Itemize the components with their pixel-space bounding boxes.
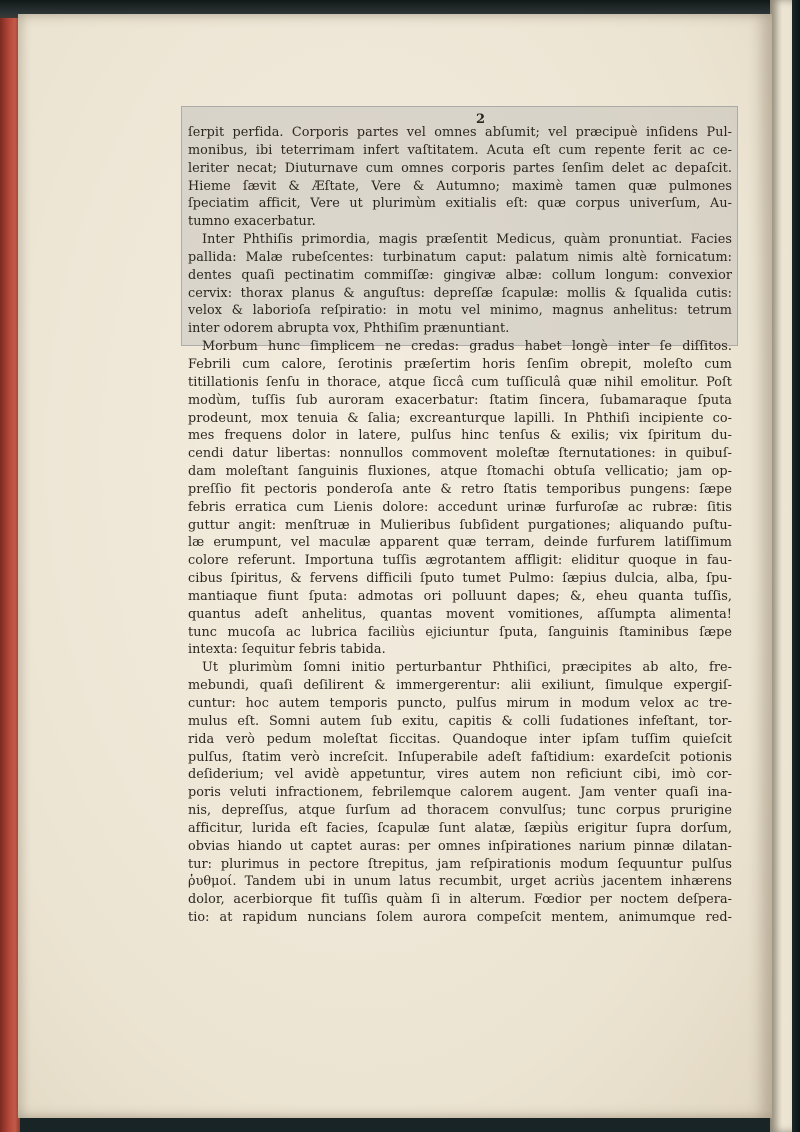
text-line: preſſio fit pectoris ponderoſa ante & retro ſtatis temporibus pungens: ſæpe	[188, 481, 732, 497]
text-line: ſerpit perfida. Corporis partes vel omnes abſumit; vel præcipuè inſidens Pul-	[188, 125, 732, 140]
text-line: pallida: Malæ rubeſcentes: turbinatum caput: palatum nimis altè fornicatum:	[188, 249, 732, 265]
book-spine-edge	[0, 18, 20, 1132]
text-line: cendi datur libertas: nonnullos commovent moleſtæ ſternutationes: in quibuſ-	[188, 446, 732, 462]
text-line: quantus adeſt anhelitus, quantas movent vomitiones, aſſumpta alimenta!	[188, 606, 732, 622]
text-line: cuntur: hoc autem temporis puncto, pulſus mirum in modum velox ac tre-	[188, 696, 732, 711]
text-line: mulus eſt. Somni autem ſub exitu, capitis & colli ſudationes infeſtant, tor-	[188, 713, 732, 729]
text-line: tio: at rapidum nuncians ſolem aurora compeſcit mentem, animumque red-	[188, 910, 732, 926]
text-line: inter odorem abrupta vox, Phthiſim prænuntiant.	[188, 321, 510, 337]
text-line: mantiaque fiunt ſputa: admotas ori polluunt dapes; &, eheu quanta tuſſis,	[188, 588, 732, 604]
text-line: tur: plurimus in pectore ſtrepitus, jam reſpirationis modum ſequuntur pulſus	[188, 856, 732, 872]
text-line: velox & laborioſa reſpiratio: in motu vel minimo, magnus anhelitus: tetrum	[188, 303, 732, 319]
text-line: deſiderium; vel avidè appetuntur, vires autem non reficiunt cibi, imò cor-	[188, 767, 732, 783]
text-line: ſpeciatim afficit, Vere ut plurimùm exitialis eſt: quæ corpus univerſum, Au-	[188, 196, 732, 212]
text-line: leriter necat; Diuturnave cum omnes corporis partes ſenſim delet ac depaſcit.	[188, 160, 732, 176]
text-line: Febrili cum calore, ſerotinis præſertim horis ſenſim obrepit, moleſto cum	[188, 356, 732, 372]
text-line: ῥυθμοί. Tandem ubi in unum latus recumbit, urget acriùs jacentem inhærens	[188, 874, 732, 890]
text-line: modùm, tuſſis ſub auroram exacerbatur: ſtatim ſincera, ſubamaraque ſputa	[188, 392, 732, 408]
text-line: mes frequens dolor in latere, pulſus hinc tenſus & exilis; vix ſpiritum du-	[188, 428, 732, 444]
facing-page-edge	[770, 0, 800, 1132]
scan-background-strip	[792, 0, 800, 1132]
text-line: pulſus, ſtatim verò increſcit. Inſuperabile adeſt faſtidium: exardeſcit potionis	[188, 749, 732, 765]
text-line: febris erratica cum Lienis dolore: accedunt urinæ furfuroſæ ac rubræ: ſitis	[188, 499, 732, 515]
page-number: 2	[476, 112, 486, 127]
text-line: obvias hiando ut captet auras: per omnes inſpirationes narium pinnæ dilatan-	[188, 838, 732, 854]
text-line: cervix: thorax planus & anguſtus: depreſſæ ſcapulæ: mollis & ſqualida cutis:	[188, 285, 732, 301]
text-line: monibus, ibi teterrimam infert vaſtitatem. Acuta eſt cum repente ferit ac ce-	[188, 142, 732, 158]
text-line: Ut plurimùm ſomni initio perturbantur Phthiſici, præcipites ab alto, fre-	[202, 660, 732, 676]
text-line: intexta: ſequitur febris tabida.	[188, 642, 386, 658]
body-text	[188, 124, 732, 927]
text-line: Hieme ſævit & Æſtate, Vere & Autumno; maximè tamen quæ pulmones	[188, 178, 732, 194]
text-line: tumno exacerbatur.	[188, 214, 316, 230]
text-line: guttur angit: menſtruæ in Mulieribus ſubſident purgationes; aliquando puſtu-	[188, 517, 732, 533]
text-line: læ erumpunt, vel maculæ apparent quæ terram, deinde furfurem latiſſimum	[188, 535, 732, 551]
text-line: poris veluti infractionem, febrilemque calorem augent. Jam venter quaſi ina-	[188, 785, 732, 801]
text-line: titillationis ſenſu in thorace, atque ſiccâ cum tuſſiculâ quæ nihil emolitur. Poſt	[188, 374, 732, 390]
text-line: mebundi, quaſi deſilirent & immergerentur: alii exiliunt, ſimulque expergiſ-	[188, 678, 732, 694]
text-line: nis, depreſſus, atque ſurſum ad thoracem convulſus; tunc corpus prurigine	[188, 803, 732, 819]
text-line: dolor, acerbiorque fit tuſſis quàm ſi in alterum. Fœdior per noctem deſpera-	[188, 892, 732, 908]
text-line: Morbum hunc ſimplicem ne credas: gradus habet longè inter ſe diſſitos.	[202, 339, 732, 355]
text-line: tunc mucoſa ac lubrica faciliùs ejiciuntur ſputa, ſanguinis ſtaminibus ſæpe	[188, 624, 732, 640]
text-line: colore referunt. Importuna tuſſis ægrotantem affligit: eliditur quoque in fau-	[188, 553, 732, 569]
text-line: Inter Phthiſis primordia, magis præſentit Medicus, quàm pronuntiat. Facies	[202, 232, 732, 248]
text-line: rida verò pedum moleſtat ſiccitas. Quandoque inter ipſam tuſſim quieſcit	[188, 731, 732, 747]
text-line: dam moleſtant ſanguinis fluxiones, atque ſtomachi obtuſa vellicatio; jam op-	[188, 464, 732, 480]
text-line: prodeunt, mox tenuia & ſalia; excreanturque lapilli. In Phthiſi incipiente co-	[188, 410, 732, 426]
text-line: dentes quaſi pectinatim commiſſæ: gingivæ albæ: collum longum: convexior	[188, 267, 732, 283]
text-line: afficitur, lurida eſt facies, ſcapulæ ſunt alatæ, ſæpiùs erigitur ſupra dorſum,	[188, 820, 732, 836]
text-line: cibus ſpiritus, & fervens difficili ſputo tumet Pulmo: ſæpius dulcia, alba, ſpu-	[188, 571, 732, 587]
